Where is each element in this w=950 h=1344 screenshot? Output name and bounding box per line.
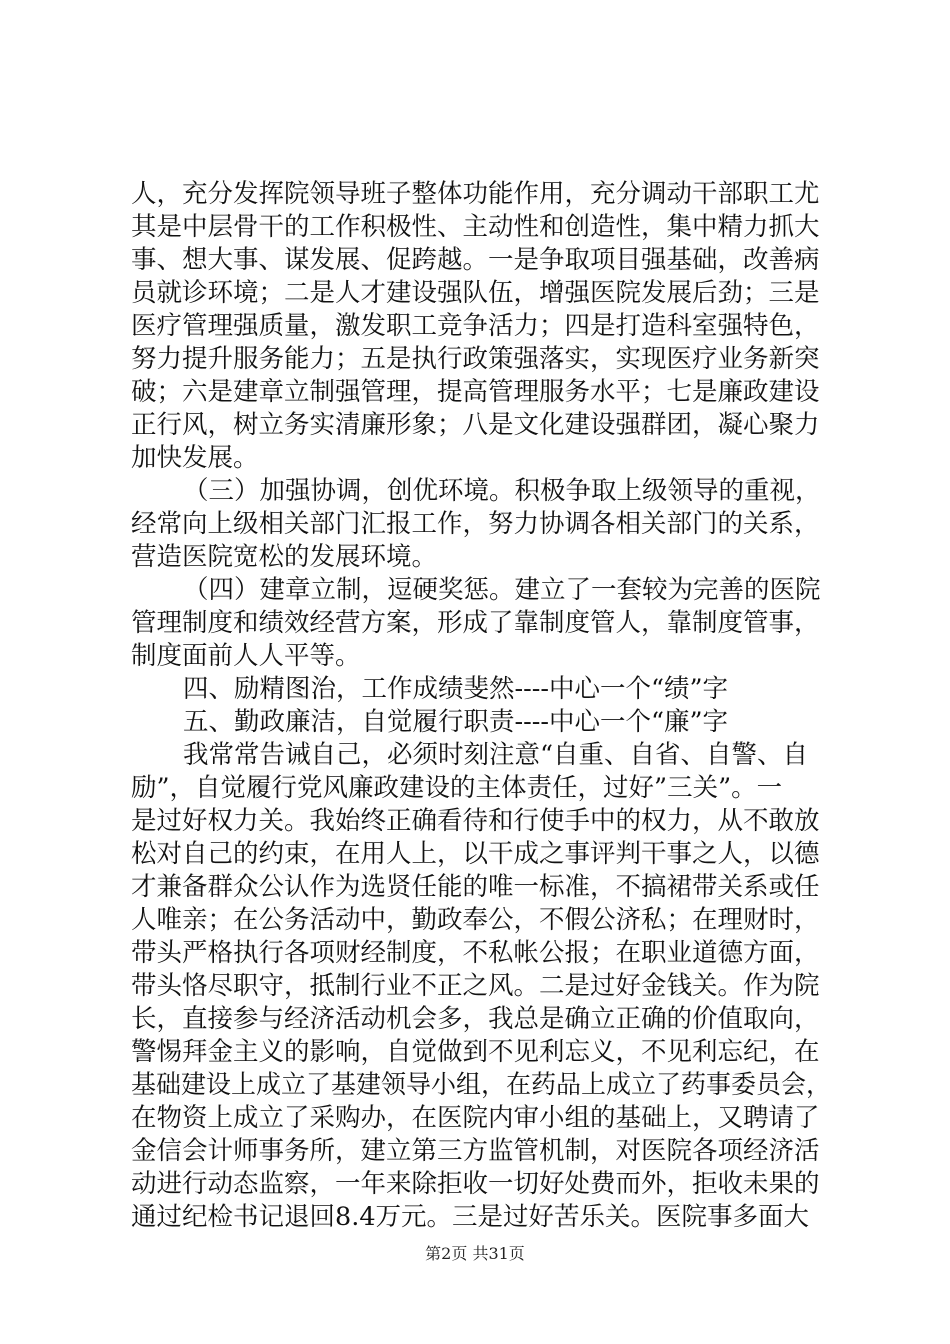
text-line: 制度面前人人平等。	[131, 641, 361, 671]
text-line: 人，充分发挥院领导班子整体功能作用，充分调动干部职工尤	[131, 179, 820, 209]
paragraph-start-line: 我常常告诫自己，必须时刻注意“自重、自省、自警、自	[183, 740, 809, 770]
section-heading: 四、励精图治，工作成绩斐然----中心一个“绩”字	[183, 674, 729, 704]
text-line: 加快发展。	[131, 443, 259, 473]
text-line: 带头严格执行各项财经制度，不私帐公报；在职业道德方面，	[131, 938, 820, 968]
text-line: 动进行动态监察，一年来除拒收一切好处费而外，拒收未果的	[131, 1169, 820, 1199]
text-line: 是过好权力关。我始终正确看待和行使手中的权力，从不敢放	[131, 806, 820, 836]
text-line: 长，直接参与经济活动机会多，我总是确立正确的价值取向，	[131, 1004, 820, 1034]
paragraph-start-line: （四）建章立制，逗硬奖惩。建立了一套较为完善的医院	[183, 575, 821, 605]
text-line: 经常向上级相关部门汇报工作，努力协调各相关部门的关系，	[131, 509, 820, 539]
text-line: 带头恪尽职守，抵制行业不正之风。二是过好金钱关。作为院	[131, 971, 820, 1001]
text-line: 员就诊环境；二是人才建设强队伍，增强医院发展后劲；三是	[131, 278, 820, 308]
paragraph-start-line: （三）加强协调，创优环境。积极争取上级领导的重视，	[183, 476, 821, 506]
text-line: 励”，自觉履行党风廉政建设的主体责任，过好”三关”。一	[131, 773, 783, 803]
text-line: 松对自己的约束，在用人上，以干成之事评判干事之人，以德	[131, 839, 820, 869]
text-line: 医疗管理强质量，激发职工竞争活力；四是打造科室强特色，	[131, 311, 820, 341]
text-line: 在物资上成立了采购办，在医院内审小组的基础上，又聘请了	[131, 1103, 820, 1133]
section-heading: 五、勤政廉洁，自觉履行职责----中心一个“廉”字	[183, 707, 729, 737]
text-line: 金信会计师事务所，建立第三方监管机制，对医院各项经济活	[131, 1136, 820, 1166]
text-line: 营造医院宽松的发展环境。	[131, 542, 438, 572]
text-line: 才兼备群众公认作为选贤任能的唯一标准，不搞裙带关系或任	[131, 872, 820, 902]
text-line: 人唯亲；在公务活动中，勤政奉公，不假公济私；在理财时，	[131, 905, 820, 935]
text-line: 正行风，树立务实清廉形象；八是文化建设强群团，凝心聚力	[131, 410, 820, 440]
text-line: 管理制度和绩效经营方案，形成了靠制度管人，靠制度管事，	[131, 608, 820, 638]
page-number-footer: 第2页 共31页	[425, 1244, 525, 1263]
text-line: 警惕拜金主义的影响，自觉做到不见利忘义，不见利忘纪，在	[131, 1037, 820, 1067]
text-line: 破；六是建章立制强管理，提高管理服务水平；七是廉政建设	[131, 377, 820, 407]
text-line: 事、想大事、谋发展、促跨越。一是争取项目强基础，改善病	[131, 245, 820, 275]
text-line: 其是中层骨干的工作积极性、主动性和创造性，集中精力抓大	[131, 212, 820, 242]
text-line: 基础建设上成立了基建领导小组，在药品上成立了药事委员会，	[131, 1070, 832, 1100]
text-line: 努力提升服务能力；五是执行政策强落实，实现医疗业务新突	[131, 344, 820, 374]
text-line: 通过纪检书记退回8.4万元。三是过好苦乐关。医院事多面大	[131, 1202, 810, 1232]
